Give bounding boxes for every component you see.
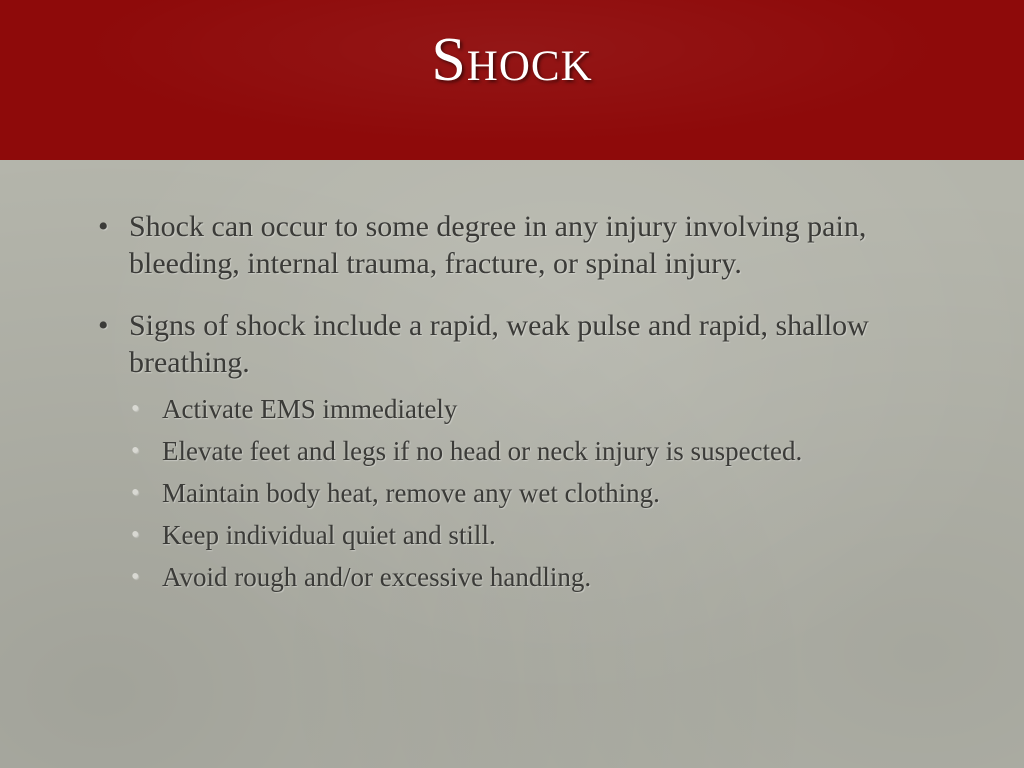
bullet-list (96, 208, 916, 593)
title-bar (0, 0, 1024, 160)
sub-bullet-icon: • (131, 438, 140, 464)
slide-content (96, 208, 916, 618)
bullet-icon: • (98, 210, 109, 243)
sub-bullet-text: Activate EMS immediately (162, 394, 458, 424)
bullet-text: Shock can occur to some degree in any injury involving pain, bleeding, internal trauma, fracture, or spinal injury. (129, 210, 867, 280)
sub-bullet-text: Elevate feet and legs if no head or neck injury is suspected. (162, 436, 803, 466)
sub-bullet-icon: • (131, 522, 140, 548)
bullet-item (96, 208, 916, 282)
bullet-item (96, 307, 916, 593)
bullet-icon: • (98, 309, 109, 342)
sub-bullet-item (129, 561, 916, 593)
sub-bullet-list (129, 393, 916, 593)
bullet-text: Signs of shock include a rapid, weak pulse and rapid, shallow breathing. (129, 309, 869, 379)
sub-bullet-text: Keep individual quiet and still. (162, 520, 496, 550)
sub-bullet-icon: • (131, 564, 140, 590)
sub-bullet-icon: • (131, 480, 140, 506)
sub-bullet-item (129, 519, 916, 551)
sub-bullet-icon: • (131, 396, 140, 422)
sub-bullet-text: Maintain body heat, remove any wet clothing. (162, 478, 660, 508)
sub-bullet-item (129, 435, 916, 467)
sub-bullet-text: Avoid rough and/or excessive handling. (162, 562, 592, 592)
sub-bullet-item (129, 393, 916, 425)
sub-bullet-item (129, 477, 916, 509)
slide-title: Shock (431, 25, 593, 94)
